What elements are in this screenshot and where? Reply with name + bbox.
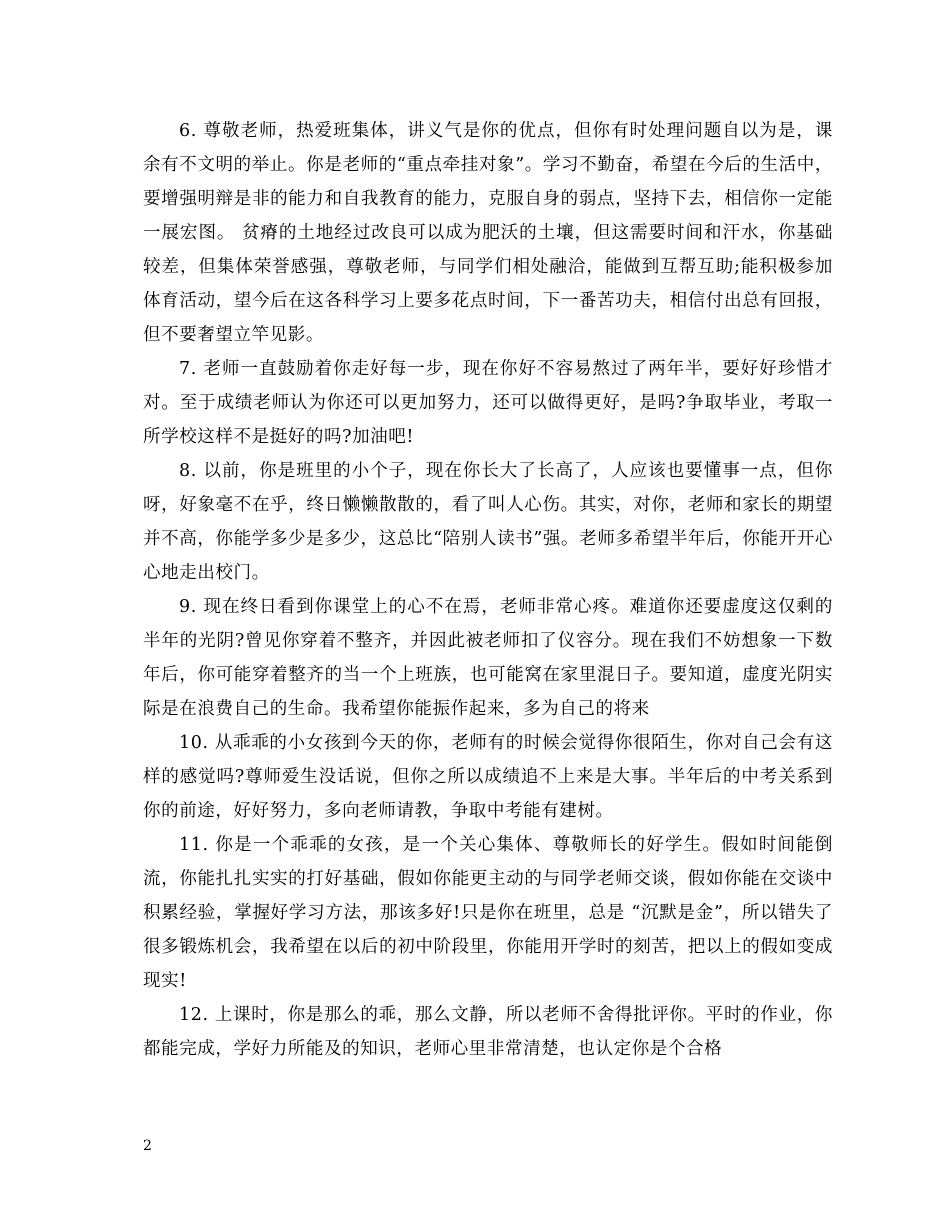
- paragraph-11: 11. 你是一个乖乖的女孩，是一个关心集体、尊敬师长的好学生。假如时间能倒流，你能扎扎实实的打好基础，假如你能更主动的与同学老师交谈，假如你能在交谈中积累经验，掌握好学习方法，那该多好!只是你在班里，总是 “沉默是金”，所以错失了很多锻炼机会，我希望在以后的初中阶段里，你能用开学时的刻苦，把以上的假如变成现实!: [143, 835, 833, 991]
- document-body: [143, 114, 833, 1066]
- paragraph-7: 7. 老师一直鼓励着你走好每一步，现在你好不容易熬过了两年半，要好好珍惜才对。至于成绩老师认为你还可以更加努力，还可以做得更好，是吗?争取毕业，考取一所学校这样不是挺好的吗?加油吧!: [143, 359, 833, 447]
- paragraph-10: 10. 从乖乖的小女孩到今天的你，老师有的时候会觉得你很陌生，你对自己会有这样的感觉吗?尊师爱生没话说，但你之所以成绩追不上来是大事。半年后的中考关系到你的前途，好好努力，多向老师请教，争取中考能有建树。: [143, 733, 833, 821]
- paragraph-9: 9. 现在终日看到你课堂上的心不在焉，老师非常心疼。难道你还要虚度这仅剩的半年的光阴?曾见你穿着不整齐，并因此被老师扣了仪容分。现在我们不妨想象一下数年后，你可能穿着整齐的当一个上班族，也可能窝在家里混日子。要知道，虚度光阴实际是在浪费自己的生命。我希望你能振作起来，多为自己的将来: [143, 597, 833, 719]
- paragraph-8: 8. 以前，你是班里的小个子，现在你长大了长高了，人应该也要懂事一点，但你呀，好象毫不在乎，终日懒懒散散的，看了叫人心伤。其实，对你，老师和家长的期望并不高，你能学多少是多少，这总比“陪别人读书”强。老师多希望半年后，你能开开心心地走出校门。: [143, 461, 833, 583]
- page-number: 2: [143, 1138, 152, 1154]
- paragraph-12: 12. 上课时，你是那么的乖，那么文静，所以老师不舍得批评你。平时的作业，你都能完成，学好力所能及的知识，老师心里非常清楚，也认定你是个合格: [143, 1005, 833, 1059]
- paragraph-6: 6. 尊敬老师，热爱班集体，讲义气是你的优点，但你有时处理问题自以为是，课余有不文明的举止。你是老师的“重点牵挂对象”。学习不勤奋，希望在今后的生活中，要增强明辩是非的能力和自我教育的能力，克服自身的弱点，坚持下去，相信你一定能一展宏图。 贫瘠的土地经过改良可以成为肥沃的土壤，但这需要时间和汗水，你基础较差，但集体荣誉感强，尊敬老师，与同学们相处融洽，能做到互帮互助;能积极参加体育活动，望今后在这各科学习上要多花点时间，下一番苦功夫，相信付出总有回报，但不要奢望立竿见影。: [143, 121, 833, 345]
